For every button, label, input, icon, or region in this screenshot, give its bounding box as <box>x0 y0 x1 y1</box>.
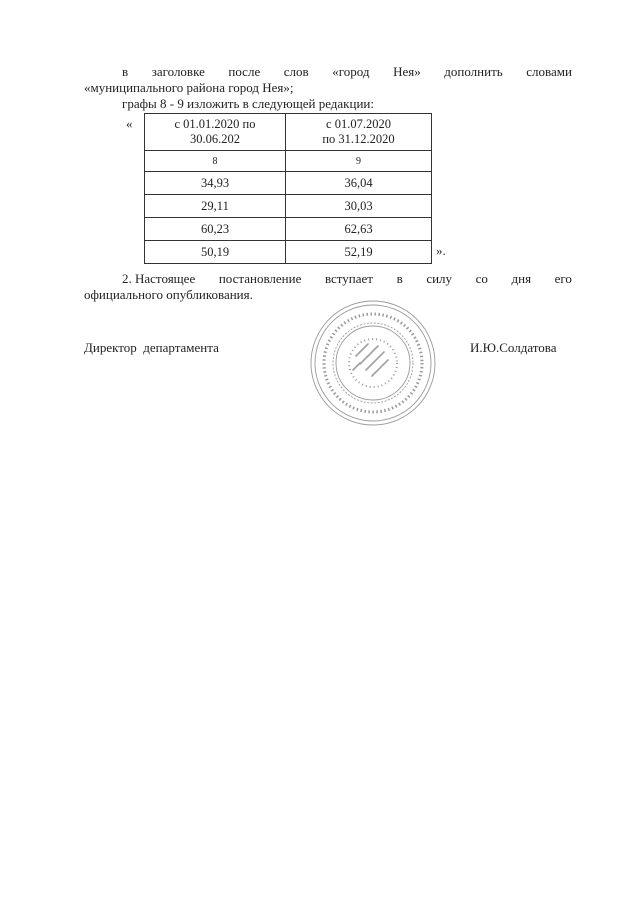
word: со <box>475 271 488 286</box>
table-header-cell: с 01.01.2020 по 30.06.202 <box>145 114 286 151</box>
table-row <box>145 195 432 218</box>
table-cell: 62,63 <box>286 218 432 241</box>
graphs-instruction: графы 8 - 9 изложить в следующей редакции: <box>122 96 374 111</box>
table-row <box>145 241 432 264</box>
word: его <box>554 271 572 286</box>
paragraph-2-line-1 <box>122 271 572 287</box>
signature-name: И.Ю.Солдатова <box>470 340 557 355</box>
word: 2. Настоящее <box>122 271 196 286</box>
word: в <box>122 64 129 79</box>
word: «город <box>332 64 370 79</box>
word: заголовке <box>151 64 205 79</box>
quote-close: ». <box>436 243 446 258</box>
signature-position: Директор департамента <box>84 340 219 355</box>
paragraph-1-line-2: «муниципального района город Нея»; <box>84 80 294 95</box>
word: слов <box>283 64 309 79</box>
word: после <box>228 64 261 79</box>
table-cell: 52,19 <box>286 241 432 264</box>
word: Нея» <box>393 64 421 79</box>
table-cell: 9 <box>286 151 432 172</box>
word: в <box>396 271 403 286</box>
table-cell: 29,11 <box>145 195 286 218</box>
table-cell: 30,03 <box>286 195 432 218</box>
table-cell: 8 <box>145 151 286 172</box>
quote-open: « <box>126 116 133 131</box>
word: дня <box>511 271 532 286</box>
word: вступает <box>324 271 373 286</box>
table-cell: 60,23 <box>145 218 286 241</box>
table-cell: 34,93 <box>145 172 286 195</box>
word: дополнить <box>444 64 503 79</box>
word: силу <box>426 271 453 286</box>
table-row <box>145 218 432 241</box>
rates-table <box>144 113 432 264</box>
official-seal-stamp <box>308 298 438 428</box>
word: постановление <box>218 271 302 286</box>
table-cell: 50,19 <box>145 241 286 264</box>
table-header-row <box>145 114 432 151</box>
table-cell: 36,04 <box>286 172 432 195</box>
table-header-cell: с 01.07.2020 по 31.12.2020 <box>286 114 432 151</box>
paragraph-1-line-1 <box>122 64 572 80</box>
paragraph-2-line-2: официального опубликования. <box>84 287 253 302</box>
table-row <box>145 172 432 195</box>
word: словами <box>526 64 572 79</box>
table-column-number-row <box>145 151 432 172</box>
